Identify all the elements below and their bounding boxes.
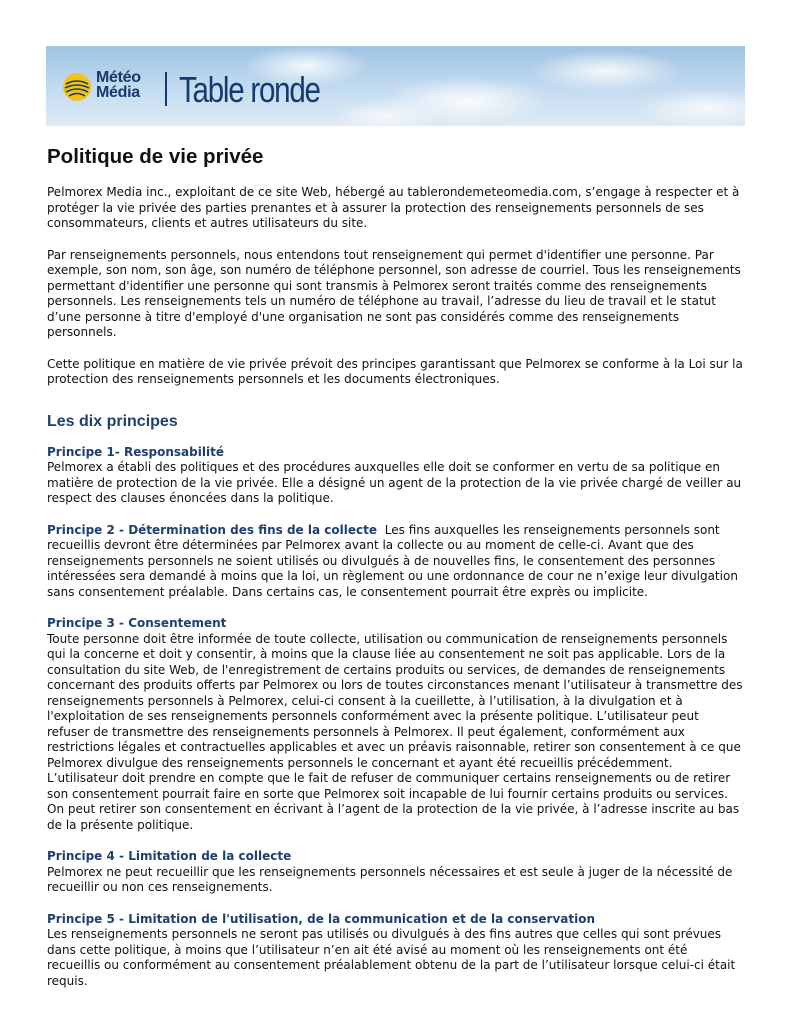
banner-title: Table ronde bbox=[179, 69, 320, 110]
page-title: Politique de vie privée bbox=[47, 145, 264, 168]
intro-paragraph: Pelmorex Media inc., exploitant de ce site Web, hébergé au tablerondemeteomedia.com, s’engage à respecter et à protéger la vie privée des parties prenantes et à assurer la protection des renseignements personnels de ses consommateurs, clients et autres utilisateurs du site. bbox=[47, 185, 740, 230]
logo-line-1: Météo bbox=[96, 69, 141, 86]
document-body bbox=[47, 143, 744, 1005]
principle-title: Principe 3 - Consentement bbox=[47, 616, 227, 630]
logo-divider bbox=[165, 72, 167, 106]
principle-text: Pelmorex a établi des politiques et des procédures auxquelles elle doit se conformer en vertu de sa politique en matière de protection de la vie privée. Elle a désigné un agent de la protection de la vie privée chargé de veiller au respect des clauses énoncées dans la politique. bbox=[47, 460, 742, 505]
principle-title: Principe 5 - Limitation de l'utilisation, de la communication et de la conservation bbox=[47, 911, 596, 926]
intro-paragraph: Par renseignements personnels, nous entendons tout renseignement qui permet d'identifier une personne. Par exemple, son nom, son âge, son numéro de téléphone personnel, son adresse de courriel. Tous les renseignements permettant d'identifier une personne qui sont transmis à Pelmorex seront traités comme des renseignements personnels. Les renseignements tels un numéro de téléphone au travail, l’adresse du lieu de travail et le statut d’une personne à titre d'employé d'une organisation ne sont pas considérés comme des renseignements personnels. bbox=[47, 247, 741, 339]
principle-title: Principe 4 - Limitation de la collecte bbox=[47, 849, 292, 863]
principle-4 bbox=[47, 849, 744, 896]
logo-line-2: Média bbox=[96, 84, 140, 101]
principle-text: Pelmorex ne peut recueillir que les renseignements personnels nécessaires et est seule à juger de la nécessité de recueillir ou non ces renseignements. bbox=[47, 864, 733, 894]
principle-3 bbox=[47, 616, 744, 833]
header-banner bbox=[46, 46, 745, 126]
principle-title: Principe 1- Responsabilité bbox=[47, 444, 224, 459]
principle-title: Principe 2 - Détermination des fins de la collecte bbox=[47, 522, 377, 537]
principle-1 bbox=[47, 445, 744, 507]
intro-paragraph: Cette politique en matière de vie privée prévoit des principes garantissant que Pelmorex se conforme à la Loi sur la protection des renseignements personnels et les documents électroniques. bbox=[47, 356, 743, 386]
meteomedia-globe-icon bbox=[62, 72, 92, 102]
principle-text: Les renseignements personnels ne seront pas utilisés ou divulgués à des fins autres que celles qui sont prévues dans cette politique, à moins que l’utilisateur n’en ait été avisé au moment où les renseignements ont été recueillis ou conformément au consentement préalablement obtenu de la part de l’utilisateur lorsque celui-ci était requis. bbox=[47, 927, 736, 988]
principle-5 bbox=[47, 912, 744, 990]
principle-text: Les fins auxquelles les renseignements personnels sont recueillis devront être déterminées par Pelmorex avant la collecte ou au moment de celle-ci. Avant que des renseignements personnels ne soient utilisés ou divulgués à de nouvelles fins, le consentement des personnes intéressées sera demandé à moins que la loi, un règlement ou une ordonnance de cour ne n’exige leur divulgation sans consentement préalable. Dans certains cas, le consentement pourrait être exprès ou implicite. bbox=[47, 522, 738, 599]
principle-text: Toute personne doit être informée de toute collecte, utilisation ou communication de renseignements personnels qui la concerne et doit y consentir, à moins que la clause liée au consentement ne soit pas applicable. Lors de la consultation du site Web, de l'enregistrement de certains produits ou services, de demandes de renseignements concernant des produits offerts par Pelmorex ou lors de toutes circonstances menant l’utilisateur à transmettre des renseignements personnels à Pelmorex, celui-ci consent à la cueillette, à l’utilisation, à la divulgation et à l'exploitation de ses renseignements personnels conformément avec la présente politique. L’utilisateur peut refuser de transmettre des renseignements personnels à Pelmorex. Il peut également, conformément aux restrictions légales et contractuelles applicables et avec un préavis raisonnable, retirer son consentement à ce que Pelmorex divulgue des renseignements personnels le concernant et ayant été recueillis précédemment. L’utilisateur doit prendre en compte que le fait de refuser de communiquer certains renseignements ou de retirer son consentement pourrait faire en sorte que Pelmorex soit incapable de lui fournir certains produits ou services. On peut retirer son consentement en écrivant à l’agent de la protection de la vie privée, à l’adresse inscrite au bas de la présente politique. bbox=[47, 631, 743, 832]
meteomedia-logo-text bbox=[96, 70, 141, 100]
section-title: Les dix principes bbox=[47, 412, 178, 430]
principle-2 bbox=[47, 523, 744, 601]
